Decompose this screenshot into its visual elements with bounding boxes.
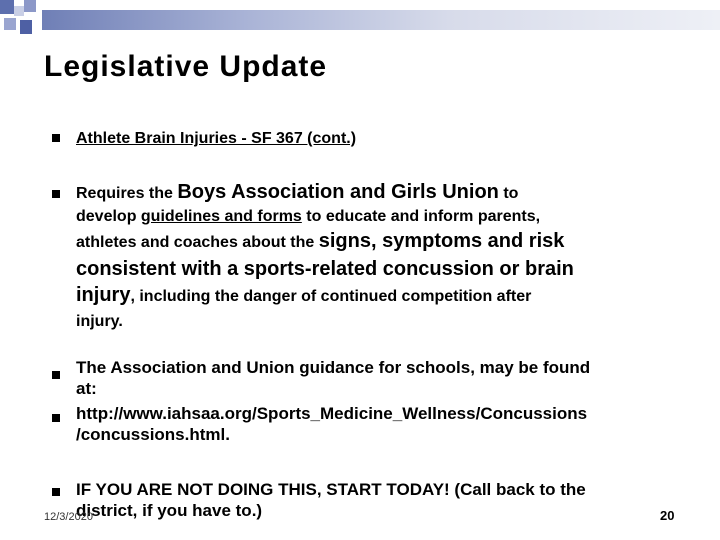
text-span: to <box>498 185 519 202</box>
bullet-text <box>76 403 587 445</box>
text-span: , including the danger of continued competition after <box>130 288 532 305</box>
bullet-square-icon <box>52 190 60 198</box>
emphasis-text: consistent with a sports-related concussion or brain <box>76 258 574 280</box>
bullet-square-icon <box>52 414 60 422</box>
text-span: district, if you have to.) <box>76 501 263 520</box>
text-span: athletes and coaches about the <box>76 234 319 251</box>
deco-square <box>20 20 32 34</box>
emphasis-text: injury <box>76 284 131 306</box>
text-span: develop <box>76 208 141 225</box>
slide-number: 20 <box>660 508 675 523</box>
footer-date: 12/3/2020 <box>44 511 93 523</box>
deco-square <box>0 0 14 14</box>
url-text: /concussions.html. <box>76 425 230 444</box>
text-span: at: <box>76 379 97 398</box>
text-span: The Association and Union guidance for schools, may be found <box>76 358 591 377</box>
deco-square <box>24 0 36 12</box>
header-decoration <box>0 0 720 40</box>
bullet-square-icon <box>52 134 60 142</box>
text-span: IF YOU ARE NOT DOING THIS, START TODAY! (Call back to the <box>76 480 586 499</box>
bullet-square-icon <box>52 488 60 496</box>
url-text: http://www.iahsaa.org/Sports_Medicine_Wellness/Concussions <box>76 404 588 423</box>
emphasis-text: signs, symptoms and risk <box>318 230 565 252</box>
text-span: injury. <box>76 313 123 330</box>
text-span: Requires the <box>76 185 178 202</box>
header-gradient-bar <box>42 10 720 30</box>
bullet-text <box>76 181 574 333</box>
emphasis-text: Boys Association and Girls Union <box>177 181 499 203</box>
bullet-heading: Athlete Brain Injuries - SF 367 (cont.) <box>76 130 357 147</box>
page-title: Legislative Update <box>44 50 328 83</box>
bullet-text <box>76 127 356 150</box>
bullet-square-icon <box>52 371 60 379</box>
bullet-text <box>76 479 586 521</box>
deco-square <box>14 6 24 16</box>
underlined-text: guidelines and forms <box>140 208 302 225</box>
deco-square <box>4 18 16 30</box>
bullet-text <box>76 357 590 399</box>
text-span: to educate and inform parents, <box>301 208 541 225</box>
